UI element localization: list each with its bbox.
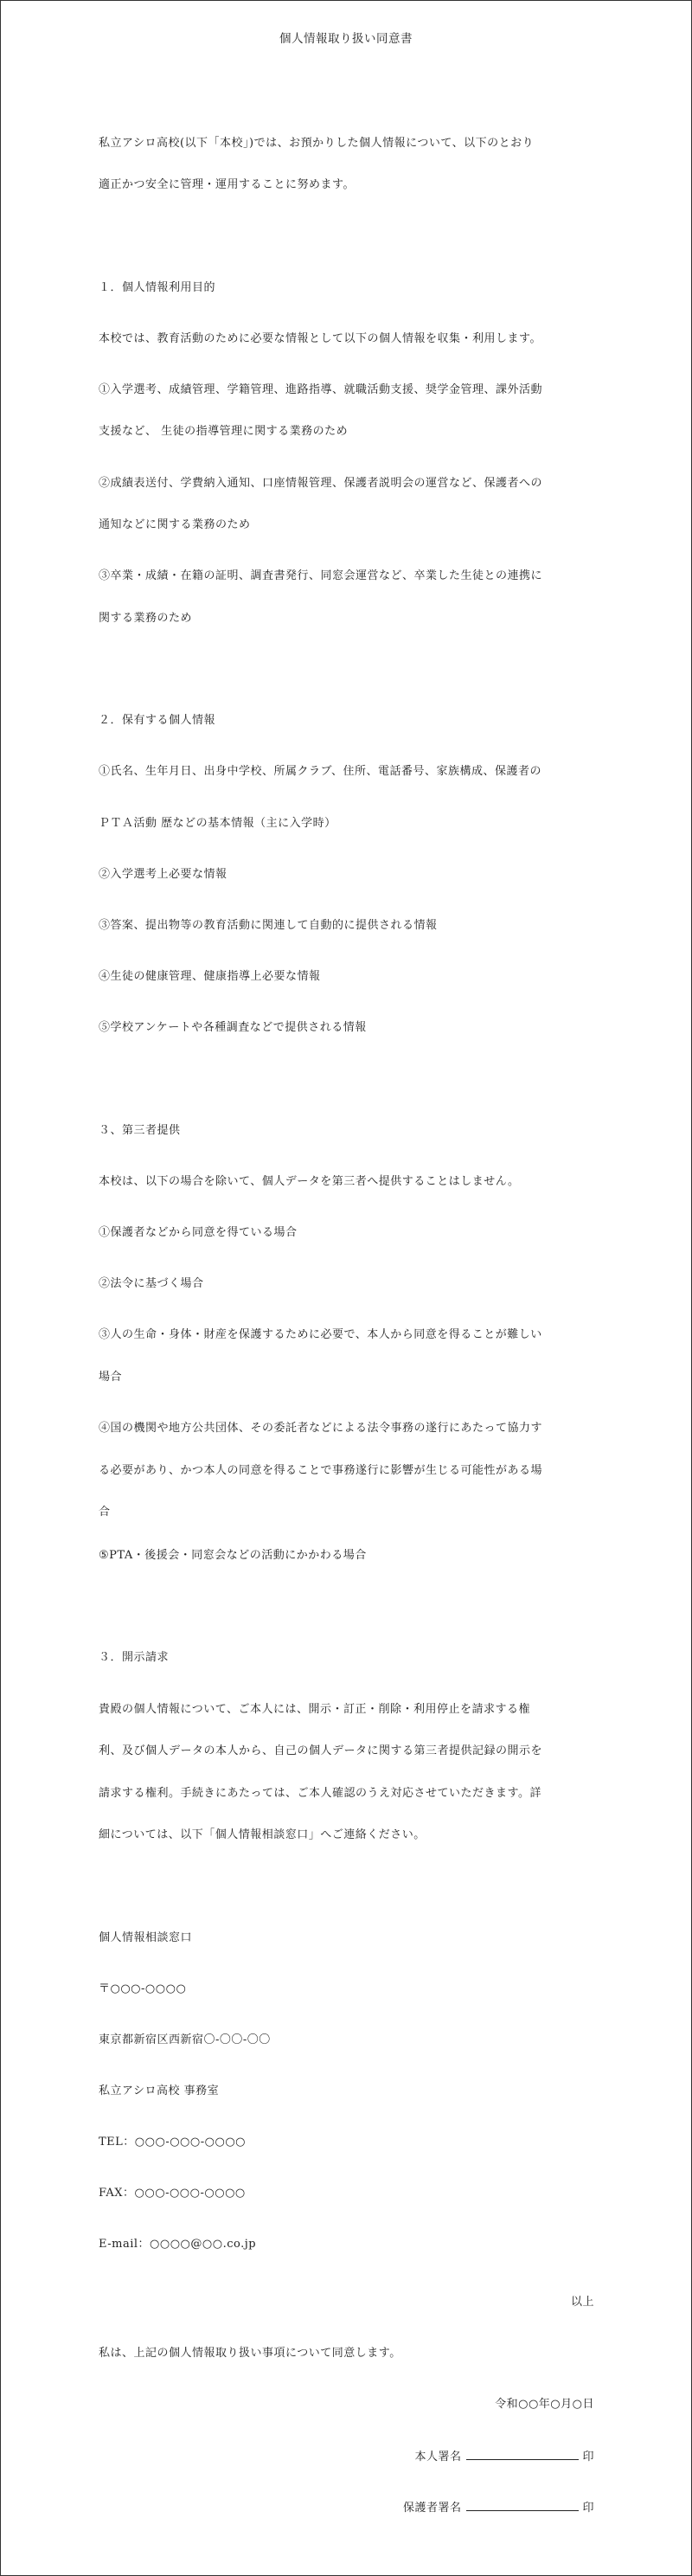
intro-line-2: 適正かつ安全に管理・運用することに努めます。 bbox=[99, 178, 355, 191]
section1-lead: 本校では、教育活動のために必要な情報として以下の個人情報を収集・利用します。 bbox=[99, 332, 541, 345]
section3-item3-line1: ③人の生命・身体・財産を保護するために必要で、本人から同意を得ることが難しい bbox=[99, 1328, 542, 1341]
section1-item1-line1: ①入学選考、成績管理、学籍管理、進路指導、就職活動支援、奨学金管理、課外活動 bbox=[99, 383, 543, 396]
signature-guardian-seal: 印 bbox=[582, 2502, 594, 2515]
section2-item1-line1: ①氏名、生年月日、出身中学校、所属クラブ、住所、電話番号、家族構成、保護者の bbox=[99, 765, 541, 778]
section4-line-2: 利、及び個人データの本人から、自己の個人データに関する第三者提供記録の開示を bbox=[99, 1744, 543, 1757]
section1-item2-line1: ②成績表送付、学費納入通知、口座情報管理、保護者説明会の運営など、保護者への bbox=[99, 477, 543, 490]
section3-item2: ②法令に基づく場合 bbox=[99, 1277, 204, 1290]
contact-tel: TEL：○○○-○○○-○○○○ bbox=[99, 2136, 247, 2149]
section4-heading: ３．開示請求 bbox=[99, 1651, 170, 1664]
section1-item2-line2: 通知などに関する業務のため bbox=[99, 518, 251, 531]
section1-item3-line1: ③卒業・成績・在籍の証明、調査書発行、同窓会運営など、卒業した生徒との連携に bbox=[99, 569, 543, 582]
section2-item5: ⑤学校アンケートや各種調査などで提供される情報 bbox=[99, 1021, 367, 1034]
signature-self-field[interactable] bbox=[466, 2449, 579, 2460]
section4-line-3: 請求する権利。手続きにあたっては、ご本人確認のうえ対応させていただきます。詳 bbox=[99, 1787, 541, 1800]
contact-email: E-mail：○○○○@○○.co.jp bbox=[99, 2238, 257, 2251]
section1-item3-line2: 関する業務のため bbox=[99, 612, 193, 625]
contact-fax: FAX：○○○-○○○-○○○○ bbox=[99, 2187, 246, 2200]
section4-line-1: 貴殿の個人情報について、ご本人には、開示・訂正・削除・利用停止を請求する権 bbox=[99, 1703, 530, 1716]
signature-guardian bbox=[403, 2500, 594, 2516]
signature-self-seal: 印 bbox=[582, 2451, 594, 2464]
section3-heading: ３、第三者提供 bbox=[99, 1124, 181, 1137]
section3-item1: ①保護者などから同意を得ている場合 bbox=[99, 1226, 298, 1239]
section3-item4-line3: 合 bbox=[99, 1506, 111, 1519]
contact-heading: 個人情報相談窓口 bbox=[99, 1931, 193, 1944]
document-title: 個人情報取り扱い同意書 bbox=[279, 32, 413, 46]
section1-item1-line2: 支援など、 生徒の指導管理に関する業務のため bbox=[99, 425, 349, 438]
section4-line-4: 細については、以下「個人情報相談窓口」へご連絡ください。 bbox=[99, 1828, 426, 1841]
section1-heading: １．個人情報利用目的 bbox=[99, 281, 216, 294]
section3-item5: ⑤PTA・後援会・同窓会などの活動にかかわる場合 bbox=[99, 1549, 367, 1562]
signature-guardian-field[interactable] bbox=[466, 2500, 579, 2511]
intro-line-1: 私立アシロ高校(以下「本校」)では、お預かりした個人情報について、以下のとおり bbox=[99, 137, 535, 150]
section2-item4: ④生徒の健康管理、健康指導上必要な情報 bbox=[99, 970, 321, 983]
section2-item2: ②入学選考上必要な情報 bbox=[99, 868, 227, 881]
section2-heading: ２．保有する個人情報 bbox=[99, 714, 216, 727]
agreement-date: 令和○○年○月○日 bbox=[495, 2398, 594, 2411]
section2-item3: ③答案、提出物等の教育活動に関連して自動的に提供される情報 bbox=[99, 919, 438, 932]
section3-item4-line2: る必要があり、かつ本人の同意を得ることで事務遂行に影響が生じる可能性がある場 bbox=[99, 1464, 543, 1477]
agreement-statement: 私は、上記の個人情報取り扱い事項について同意します。 bbox=[99, 2347, 401, 2360]
contact-address: 東京都新宿区西新宿〇-〇〇-〇〇 bbox=[99, 2033, 271, 2046]
contact-postal: 〒○○○-○○○○ bbox=[99, 1982, 187, 1995]
section3-lead: 本校は、以下の場合を除いて、個人データを第三者へ提供することはしません。 bbox=[99, 1175, 520, 1188]
section3-item3-line2: 場合 bbox=[99, 1371, 123, 1384]
section3-item4-line1: ④国の機関や地方公共団体、その委託者などによる法令事務の遂行にあたって協力す bbox=[99, 1422, 543, 1435]
signature-self bbox=[414, 2449, 594, 2465]
contact-office: 私立アシロ高校 事務室 bbox=[99, 2085, 220, 2097]
signature-self-label: 本人署名 bbox=[414, 2451, 462, 2464]
signature-guardian-label: 保護者署名 bbox=[402, 2502, 462, 2515]
closing-text: 以上 bbox=[570, 2296, 594, 2309]
section2-item1-line2: ＰＴＡ活動 歴などの基本情報（主に入学時） bbox=[99, 817, 336, 830]
